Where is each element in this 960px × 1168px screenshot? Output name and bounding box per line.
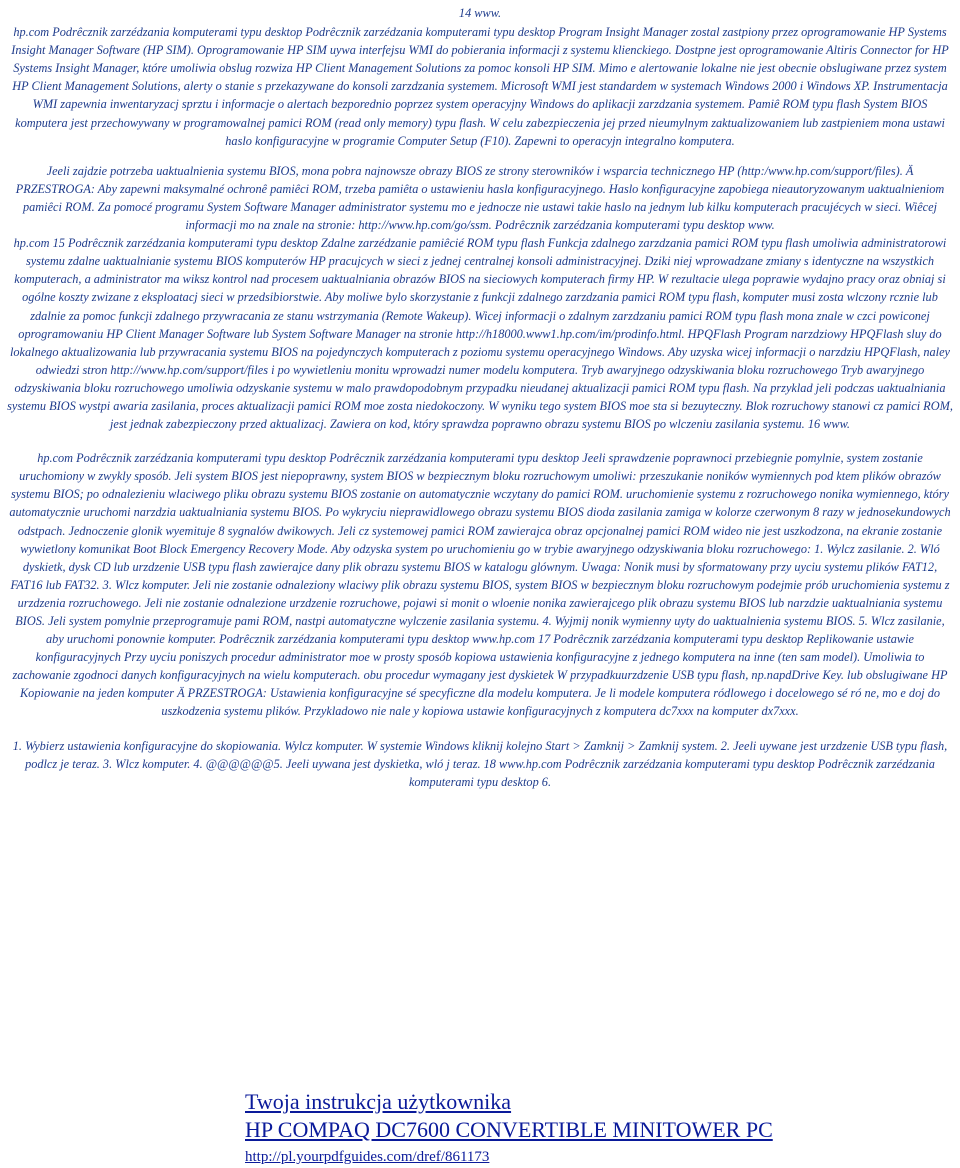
paragraph-bios-update: Jeeli zajdzie potrzeba uaktualnienia systemu BIOS, mona pobra najnowsze obrazy BIOS ze strony sterowników i wsparcia technicznego HP (http:/www.hp.com/support/files). Ä PRZESTROGA: Aby zapewni maksymalné ochronê pamiêci ROM, trzeba pamiêta o ustawieniu hasla konfiguracyjnego. Haslo konfiguracyjne zapobiega nieautoryzowanym uaktualnieniom pamiêci ROM. Za pomocé programu System Software Manager administrator systemu mo e jednocze nie ustawi takie haslo na jednym lub kilku komputerach pracujécych w sieci. Wiêcej informacji mo na znale na stronie: http://www.hp.com/go/ssm. Podrêcznik zarzédzania komputerami typu desktop www. bbox=[15, 163, 945, 233]
paragraph-insight-manager: hp.com Podrêcznik zarzédzania komputerami typu desktop Podrêcznik zarzédzania komputerami typu desktop Program Insight Manager zostal zastpiony przez oprogramowanie HP Systems Insight Manager Software (HP SIM). Oprogramowanie HP SIM uywa interfejsu WMI do pobierania informacji z systemu klienckiego. Dostpne jest oprogramowanie Altiris Connector for HP Systems Insight Manager, które umoliwia obslug rozwiza HP Client Management Solutions za pomoc konsoli HP SIM. Mimo e alertowanie lokalne nie jest obecnie obslugiwane przez system HP Client Management Solutions, alerty o stanie s przekazywane do konsoli zarzdzania systemem. Microsoft WMI jest standardem w systemach Windows 2000 i Windows XP. Instrumentacja WMI zapewnia inwentaryzacj sprztu i informacje o alertach bezporednio poprzez system operacyjny Windows do aplikacji zarzdzania systemem. Pamiê ROM typu flash System BIOS komputera jest przechowywany w programowalnej pamici ROM (read only memory) typu flash. W celu zabezpieczenia jej przed nieumylnym zaktualizowaniem lub zastpieniem mona ustawi haslo konfiguracyjne w programie Computer Setup (F10). Zapewni to operacyjn integralno komputera. bbox=[11, 25, 949, 148]
paragraph-copy-settings: 1. Wybierz ustawienia konfiguracyjne do skopiowania. Wylcz komputer. W systemie Windows kliknij kolejno Start > Zamknij > Zamknij system. 2. Jeeli uywane jest urzdzenie USB typu flash, podlcz je teraz. 3. Wlcz komputer. 4. @@@@@@5. Jeeli uywana jest dyskietka, wló j teraz. 18 www.hp.com Podrêcznik zarzédzania komputerami typu desktop Podrêcznik zarzédzania komputerami typu desktop 6. bbox=[12, 738, 948, 789]
footer-links bbox=[245, 1088, 773, 1168]
page-number-header: 14 www. bbox=[458, 6, 502, 20]
manual-title-link[interactable]: Twoja instrukcja użytkownika bbox=[245, 1089, 512, 1114]
source-url-link[interactable]: http://pl.yourpdfguides.com/dref/861173 bbox=[245, 1149, 490, 1165]
product-name-link[interactable]: HP COMPAQ DC7600 CONVERTIBLE MINITOWER PC bbox=[245, 1117, 773, 1142]
paragraph-remote-rom-flash: hp.com 15 Podrêcznik zarzédzania komputerami typu desktop Zdalne zarzédzanie pamiêcié ROM typu flash Funkcja zdalnego zarzdzania pamici ROM typu flash umoliwia administratorowi systemu zdalne uaktualnianie systemu BIOS komputerów HP pracujcych w sieci z jednej centralnej konsoli administracyjnej. Dziki niej wprowadzane zmiany s identyczne na wszystkich komputerach, a administrator ma wiksz kontrol nad procesem uaktualniania obrazów BIOS na sieciowych komputerach firmy HP. W rezultacie ulega poprawie wydajno pracy oraz obniaj si ogólne koszty zwizane z eksploatacj sieci w przedsibiorstwie. Aby moliwe bylo skorzystanie z funkcji zdalnego zarzdzania pamici ROM typu flash, komputer musi zosta wlczony rcznie lub zdalnie za pomoc funkcji zdalnego przywracania ze stanu wstrzymania (Remote Wakeup). Wicej informacji o zdalnym zarzdzaniu pamici ROM typu flash mona znale w czci powiconej oprogramowaniu HP Client Manager Software lub System Software Manager na stronie http://h18000.www1.hp.com/im/prodinfo.html. HPQFlash Program narzdziowy HPQFlash sluy do lokalnego aktualizowania lub przywracania systemu BIOS na pojedynczych komputerach z poziomu systemu operacyjnego Windows. Aby uzyska wicej informacji o narzdziu HPQFlash, naley odwiedzi stron http://www.hp.com/support/files i po wywietleniu monitu wprowadzi numer modelu komputera. Tryb awaryjnego odzyskiwania bloku rozruchowego Tryb awaryjnego odzyskiwania bloku rozruchowego umoliwia odzyskanie systemu w malo prawdopodobnym przypadku nieudanej aktualizacji pamici ROM typu flash. Na przyklad jeli podczas uaktualniania systemu BIOS wystpi awaria zasilania, proces aktualizacji pamici ROM moe zosta niedokoczony. W wyniku tego system BIOS moe sta si bezuyteczny. Blok rozruchowy stanowi cz pamici ROM, jest jednak zabezpieczony przed aktualizacj. Zawiera on kod, który sprawdza poprawno obrazu systemu BIOS po wlczeniu zasilania systemu. 16 www. bbox=[7, 236, 953, 432]
paragraph-boot-block-recovery: hp.com Podrêcznik zarzédzania komputerami typu desktop Podrêcznik zarzédzania komputerami typu desktop Jeeli sprawdzenie poprawnoci przebiegnie pomylnie, system zostanie uruchomiony w zwykly sposób. Jeli system BIOS jest niepoprawny, system BIOS w bezpiecznym bloku rozruchowym umoliwi: przeszukanie noników wymiennych pod ktem plików obrazów systemu BIOS; po odnalezieniu wlaciwego pliku obrazu systemu BIOS zostanie on automatycznie wczytany do pamici ROM. uruchomienie systemu z rozruchowego nonika wymiennego, który automatycznie uruchomi narzdzia uaktualniania systemu BIOS. Po wykryciu nieprawidlowego obrazu systemu BIOS dioda zasilania zamiga w kolorze czerwonym 8 razy w jednosekundowych odstpach. Jednoczenie glonik wyemituje 8 sygnalów dwikowych. Jeli cz systemowej pamici ROM zawierajca obraz opcjonalnej pamici ROM wideo nie jest uszkodzona, na ekranie zostanie wywietlony komunikat Boot Block Emergency Recovery Mode. Aby odzyska system po uruchomieniu go w trybie awaryjnego odzyskiwania bloku rozruchowego: 1. Wylcz zasilanie. 2. Wló dyskietk, dysk CD lub urzdzenie USB typu flash zawierajce dany plik obrazu systemu BIOS w katalogu glównym. Uwaga: Nonik musi by sformatowany przy uyciu systemu plików FAT12, FAT16 lub FAT32. 3. Wlcz komputer. Jeli nie zostanie odnaleziony wlaciwy plik obrazu systemu BIOS, system BIOS w bezpiecznym bloku rozruchowym podejmie prób uruchomienia systemu z urzdzenia rozruchowego. Jeli nie zostanie odnalezione urzdzenie rozruchowe, pojawi si monit o wloenie nonika zawierajcego plik obrazu systemu BIOS lub narzdzie uaktualniania systemu BIOS. Jeli system pomylnie przeprogramuje pami ROM, nastpi automatyczne wylczenie zasilania systemu. 4. Wyjmij nonik wymienny uyty do uaktualnienia systemu BIOS. 5. Wlcz zasilanie, aby uruchomi ponownie komputer. Podrêcznik zarzédzania komputerami typu desktop www.hp.com 17 Podrêcznik zarzédzania komputerami typu desktop Replikowanie ustawie konfiguracyjnych Przy uyciu poniszych procedur administrator moe w prosty sposób kopiowa ustawienia konfiguracyjne z jednego komputera na inne (ten sam model). Umoliwia to zachowanie zgodnoci danych konfiguracyjnych na wielu komputerach. obu procedur wymagany jest dyskietek W przypadkuurzdzenie USB typu flash, np.napdDrive Key. lub obslugiwane HP Kopiowanie na jeden komputer Ä PRZESTROGA: Ustawienia konfiguracyjne sé specyficzne dla modelu komputera. Je li modele komputera ródlowego i docelowego sé ró ne, mo e doj do uszkodzenia systemu plików. Przykladowo nie nale y kopiowa ustawie konfiguracyjnych z komputera dc7xxx na komputer dx7xxx. bbox=[9, 451, 951, 719]
